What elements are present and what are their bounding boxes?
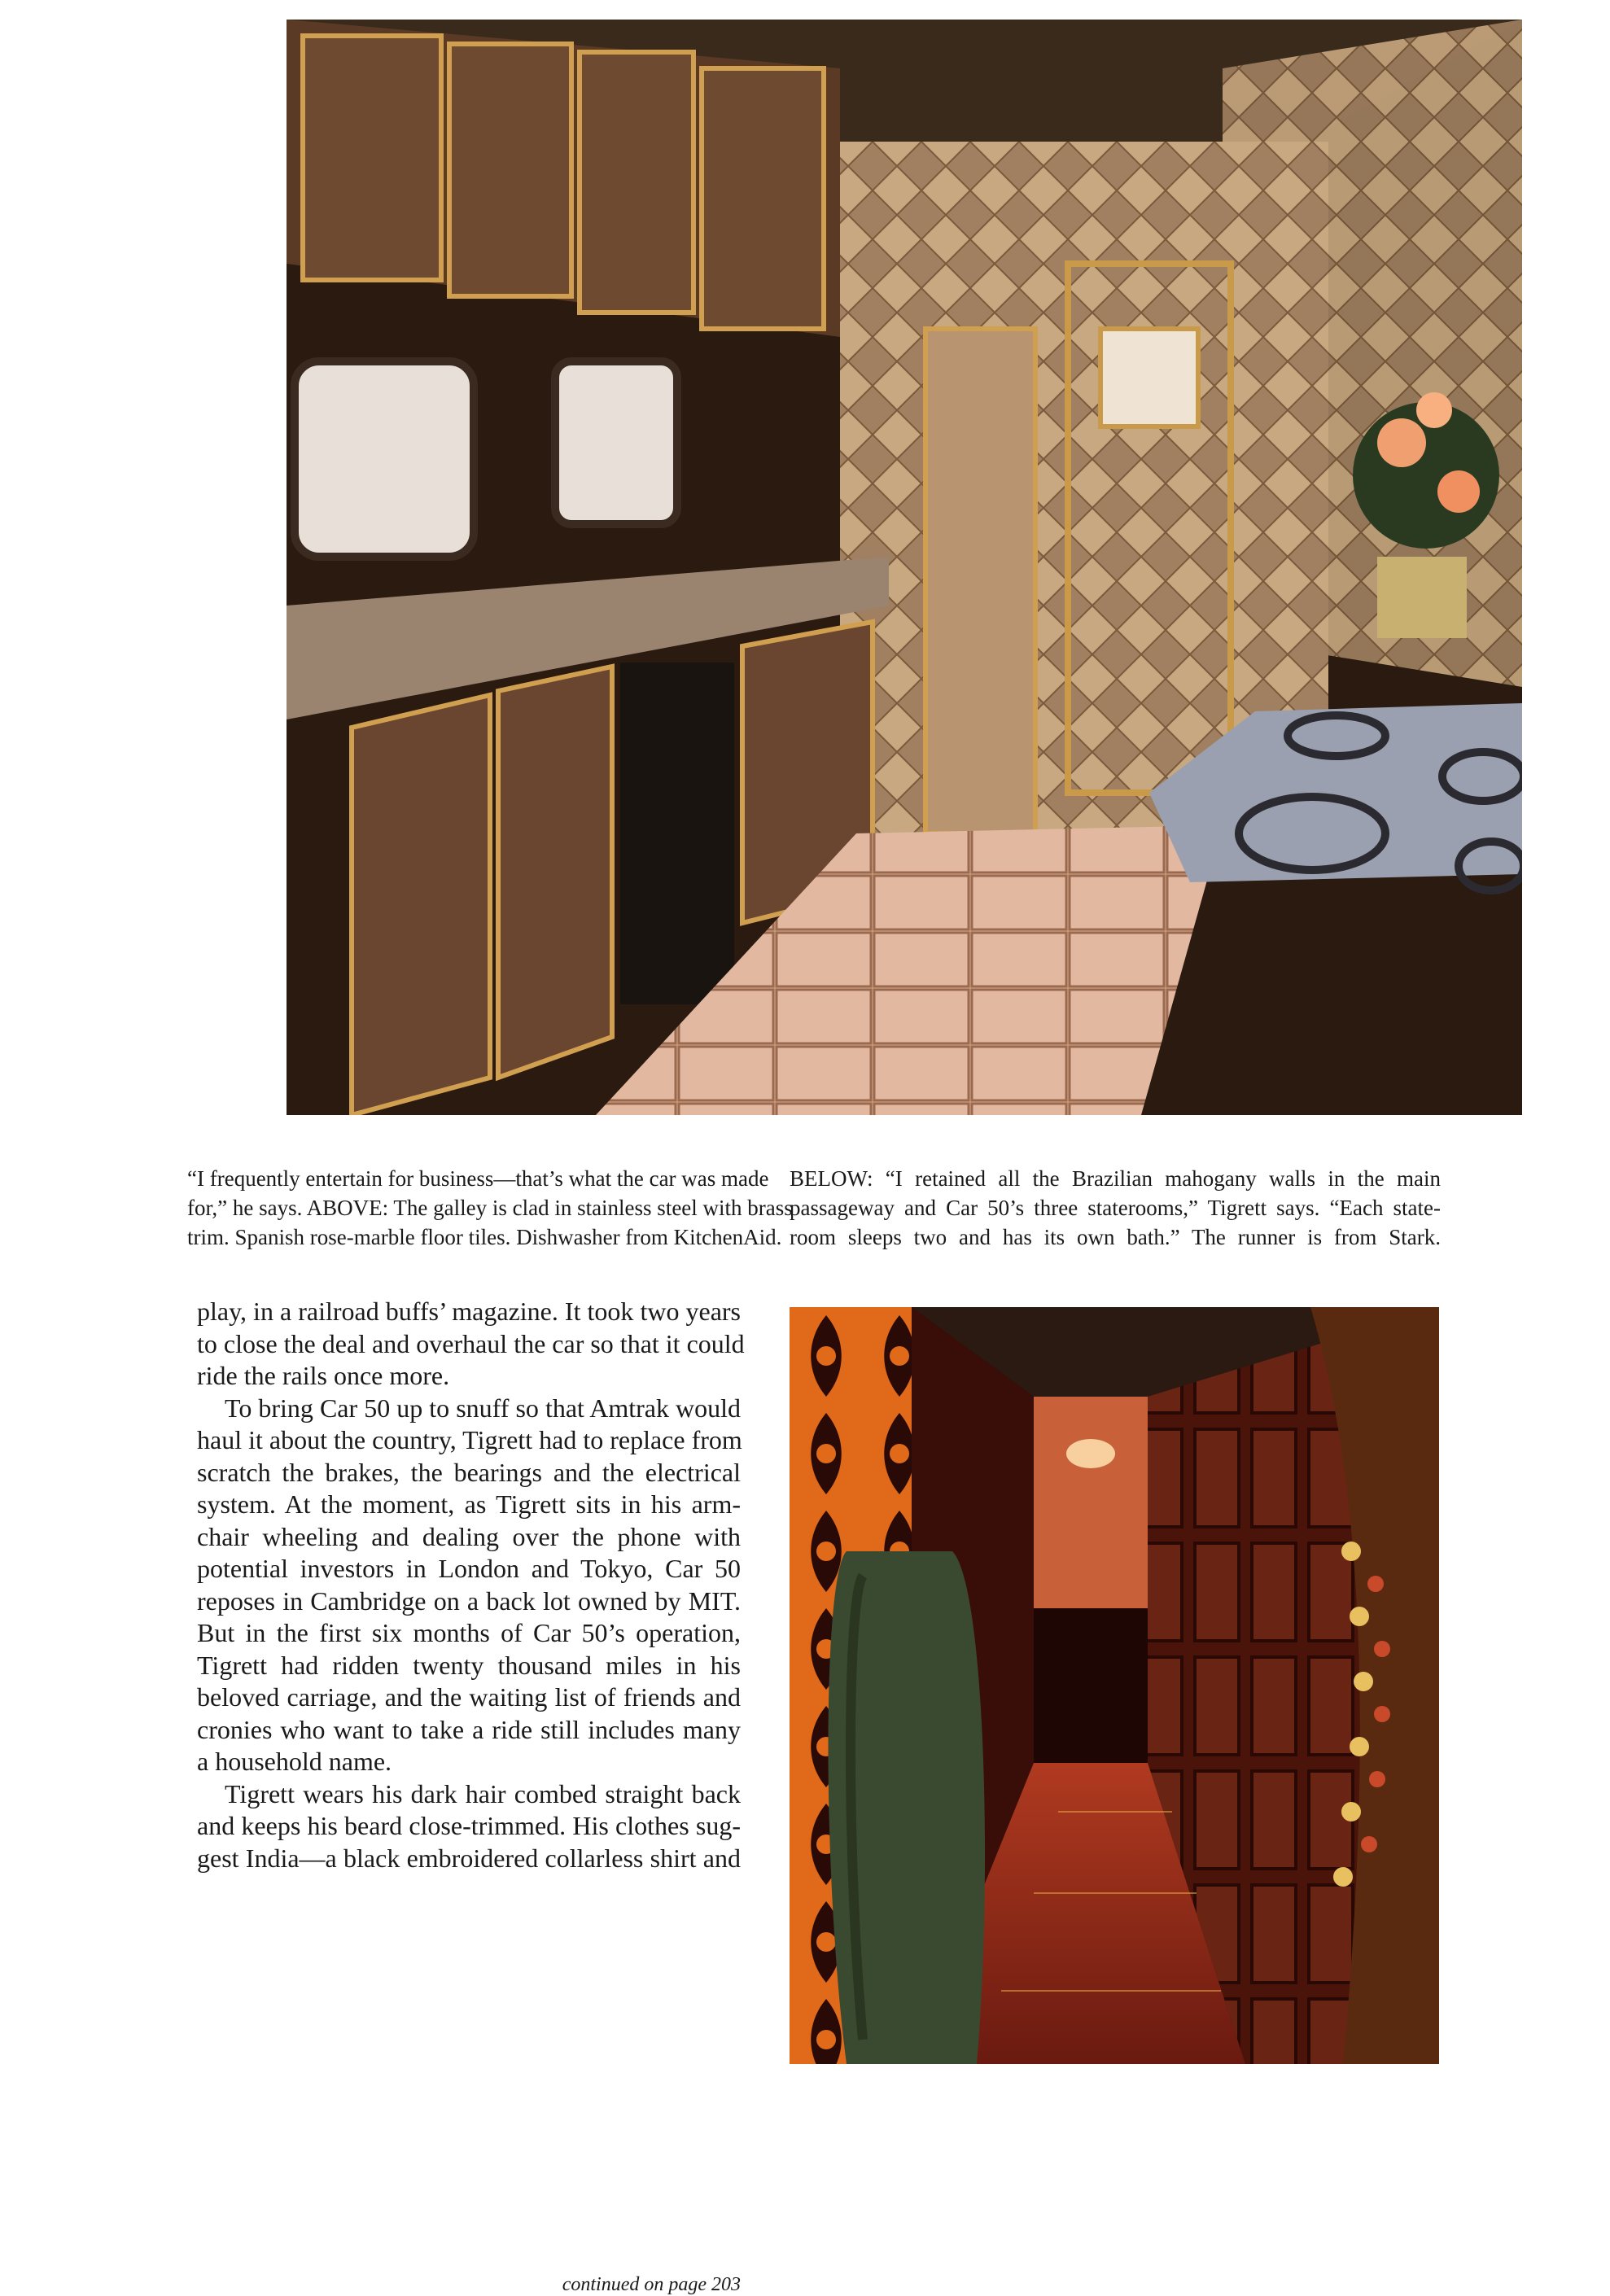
body-line: Tigrett had ridden twenty thousand miles in his — [197, 1650, 741, 1680]
caption-left-line: trim. Spanish rose-marble floor tiles. Dishwasher from KitchenAid. — [187, 1225, 782, 1249]
caption-right — [790, 1164, 1441, 1252]
body-line: But in the first six months of Car 50’s operation, — [197, 1618, 741, 1647]
body-line: a household name. — [197, 1747, 392, 1776]
body-line: scratch the brakes, the bearings and the electrical — [197, 1457, 741, 1487]
body-line: and keeps his beard close-trimmed. His clothes sug- — [197, 1811, 741, 1840]
body-line: play, in a railroad buffs’ magazine. It took two years — [197, 1297, 741, 1326]
galley-image — [287, 20, 1522, 1115]
body-line: To bring Car 50 up to snuff so that Amtrak would — [225, 1393, 741, 1423]
body-line: to close the deal and overhaul the car so that it could — [197, 1328, 745, 1358]
caption-right-line: passageway and Car 50’s three staterooms,” Tigrett says. “Each state- — [790, 1196, 1441, 1220]
caption-left-line: “I frequently entertain for business—that’s what the car was made — [187, 1166, 769, 1191]
body-line: reposes in Cambridge on a back lot owned by MIT. — [197, 1585, 741, 1616]
article-body — [197, 1296, 745, 1874]
body-line: beloved carriage, and the waiting list of friends and — [197, 1682, 741, 1712]
galley-photo — [287, 20, 1522, 1115]
body-line: gest India—a black embroidered collarless shirt and — [197, 1843, 741, 1873]
body-line: cronies who want to take a ride still includes many — [197, 1714, 741, 1744]
continued-note: continued on page 203 — [562, 2274, 741, 2295]
body-line: system. At the moment, as Tigrett sits in his arm- — [197, 1489, 741, 1519]
caption-right-line: BELOW: “I retained all the Brazilian mahogany walls in the main — [790, 1166, 1441, 1191]
passageway-image — [790, 1307, 1439, 2064]
caption-left — [187, 1164, 793, 1252]
body-line: Tigrett wears his dark hair combed straight back — [225, 1778, 741, 1808]
caption-right-line: room sleeps two and has its own bath.” The runner is from Stark. — [790, 1225, 1441, 1249]
body-line: chair wheeling and dealing over the phone with — [197, 1521, 741, 1551]
body-line: potential investors in London and Tokyo, Car 50 — [197, 1554, 741, 1583]
body-line: ride the rails once more. — [197, 1361, 450, 1390]
passageway-photo — [790, 1307, 1439, 2064]
caption-left-line: for,” he says. ABOVE: The galley is clad in stainless steel with brass — [187, 1196, 793, 1220]
body-line: haul it about the country, Tigrett had to replace from — [197, 1425, 742, 1454]
